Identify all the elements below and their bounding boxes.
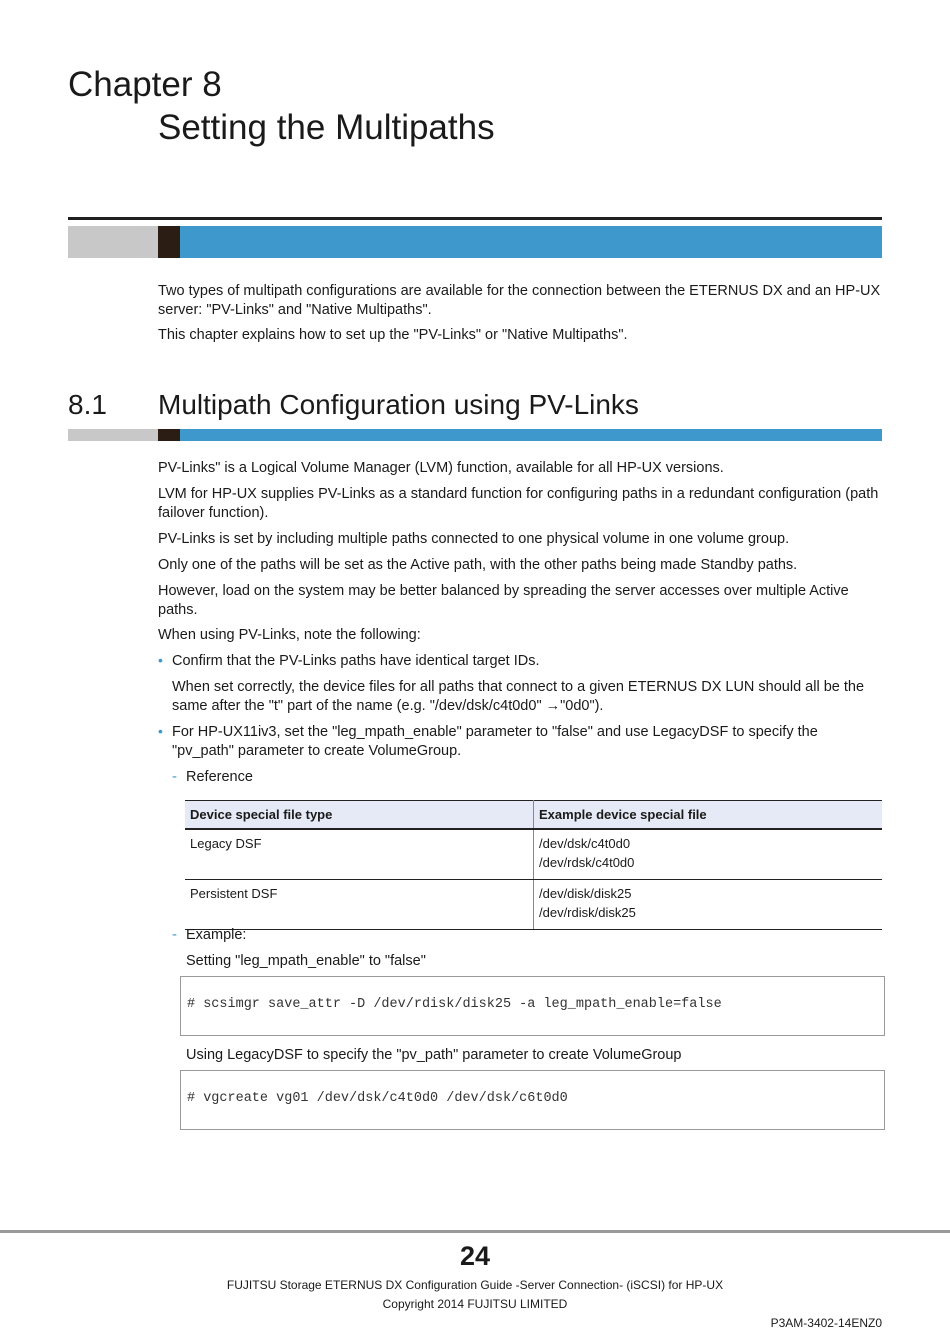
- bullet-item-1-detail: When set correctly, the device files for all paths that connect to a given ETERNUS DX LUN should all be the same after the "t" part of the name (e.g. "/dev/dsk/c4t0d0" →"0d0").: [172, 679, 865, 714]
- table-cell-examples: [534, 829, 883, 880]
- section-paragraph-2: LVM for HP-UX supplies PV-Links as a standard function for configuring paths in a redundant configuration (path failover function).: [158, 486, 879, 521]
- section-paragraph-4: Only one of the paths will be set as the Active path, with the other paths being made Standby paths.: [158, 557, 798, 573]
- section-paragraph-6: When using PV-Links, note the following:: [158, 627, 421, 643]
- step-1-label: Setting "leg_mpath_enable" to "false": [186, 953, 426, 969]
- table-header-type: Device special file type: [185, 801, 534, 830]
- bullet-item-1: Confirm that the PV-Links paths have identical target IDs.: [172, 653, 540, 669]
- table-cell-example-line: /dev/rdisk/disk25: [539, 905, 636, 920]
- dash-glyph: -: [172, 768, 177, 785]
- dash-glyph: -: [172, 926, 177, 943]
- reference-label: Reference: [186, 769, 253, 785]
- chapter-number-label: Chapter 8: [68, 65, 222, 104]
- footer-copyright: Copyright 2014 FUJITSU LIMITED: [382, 1297, 568, 1311]
- section-paragraph-1: PV-Links" is a Logical Volume Manager (LVM) function, available for all HP-UX versions.: [158, 460, 724, 476]
- table-cell-example-line: /dev/disk/disk25: [539, 886, 632, 901]
- bullet-item-2: For HP-UX11iv3, set the "leg_mpath_enable" parameter to "false" and use LegacyDSF to specify the "pv_path" parameter to create VolumeGroup.: [172, 724, 818, 759]
- section-bar-grey: [68, 429, 158, 441]
- section-paragraph-5: However, load on the system may be better balanced by spreading the server accesses over multiple Active paths.: [158, 583, 849, 618]
- chapter-bar-dark: [158, 226, 180, 258]
- code-block-2: [180, 1070, 885, 1130]
- section-number: 8.1: [68, 389, 107, 420]
- table-cell-type: Persistent DSF: [185, 880, 534, 930]
- table-cell-examples: [534, 880, 883, 930]
- step-2-label: Using LegacyDSF to specify the "pv_path" parameter to create VolumeGroup: [186, 1047, 682, 1063]
- intro-paragraph-2: This chapter explains how to set up the "PV-Links" or "Native Multipaths".: [158, 327, 628, 343]
- code-block-1: [180, 976, 885, 1036]
- table-cell-example-line: /dev/dsk/c4t0d0: [539, 836, 631, 851]
- table-row: [185, 829, 882, 880]
- document-code: P3AM-3402-14ENZ0: [770, 1316, 882, 1330]
- table-cell-example-line: /dev/rdsk/c4t0d0: [539, 855, 635, 870]
- intro-paragraph-1: Two types of multipath configurations are available for the connection between the ETERNUS DX and an HP-UX server: "PV-Links" and "Native Multipaths".: [158, 283, 881, 318]
- section-bar-dark: [158, 429, 180, 441]
- table-header-example: Example device special file: [534, 801, 883, 830]
- section-title: Multipath Configuration using PV-Links: [158, 389, 639, 420]
- section-bar-blue: [180, 429, 882, 441]
- table-row: [185, 880, 882, 930]
- chapter-bar-blue: [180, 226, 882, 258]
- code-block-1-text: # scsimgr save_attr -D /dev/rdisk/disk25 -a leg_mpath_enable=false: [187, 997, 722, 1012]
- table-header-row: [185, 801, 882, 830]
- device-file-table: [185, 800, 882, 930]
- footer-rule: [0, 1230, 950, 1233]
- bullet-glyph: •: [158, 723, 163, 739]
- section-paragraph-3: PV-Links is set by including multiple paths connected to one physical volume in one volume group.: [158, 531, 790, 547]
- example-label: Example:: [186, 927, 247, 943]
- footer-guide-title: FUJITSU Storage ETERNUS DX Configuration Guide -Server Connection- (iSCSI) for HP-UX: [226, 1278, 724, 1292]
- code-block-2-text: # vgcreate vg01 /dev/dsk/c4t0d0 /dev/dsk/c6t0d0: [187, 1091, 568, 1106]
- bullet-glyph: •: [158, 652, 163, 668]
- chapter-bar-grey: [68, 226, 158, 258]
- chapter-rule: [68, 217, 882, 220]
- table-cell-type: Legacy DSF: [185, 829, 534, 880]
- chapter-title: Setting the Multipaths: [158, 108, 495, 147]
- page-number: 24: [459, 1241, 491, 1271]
